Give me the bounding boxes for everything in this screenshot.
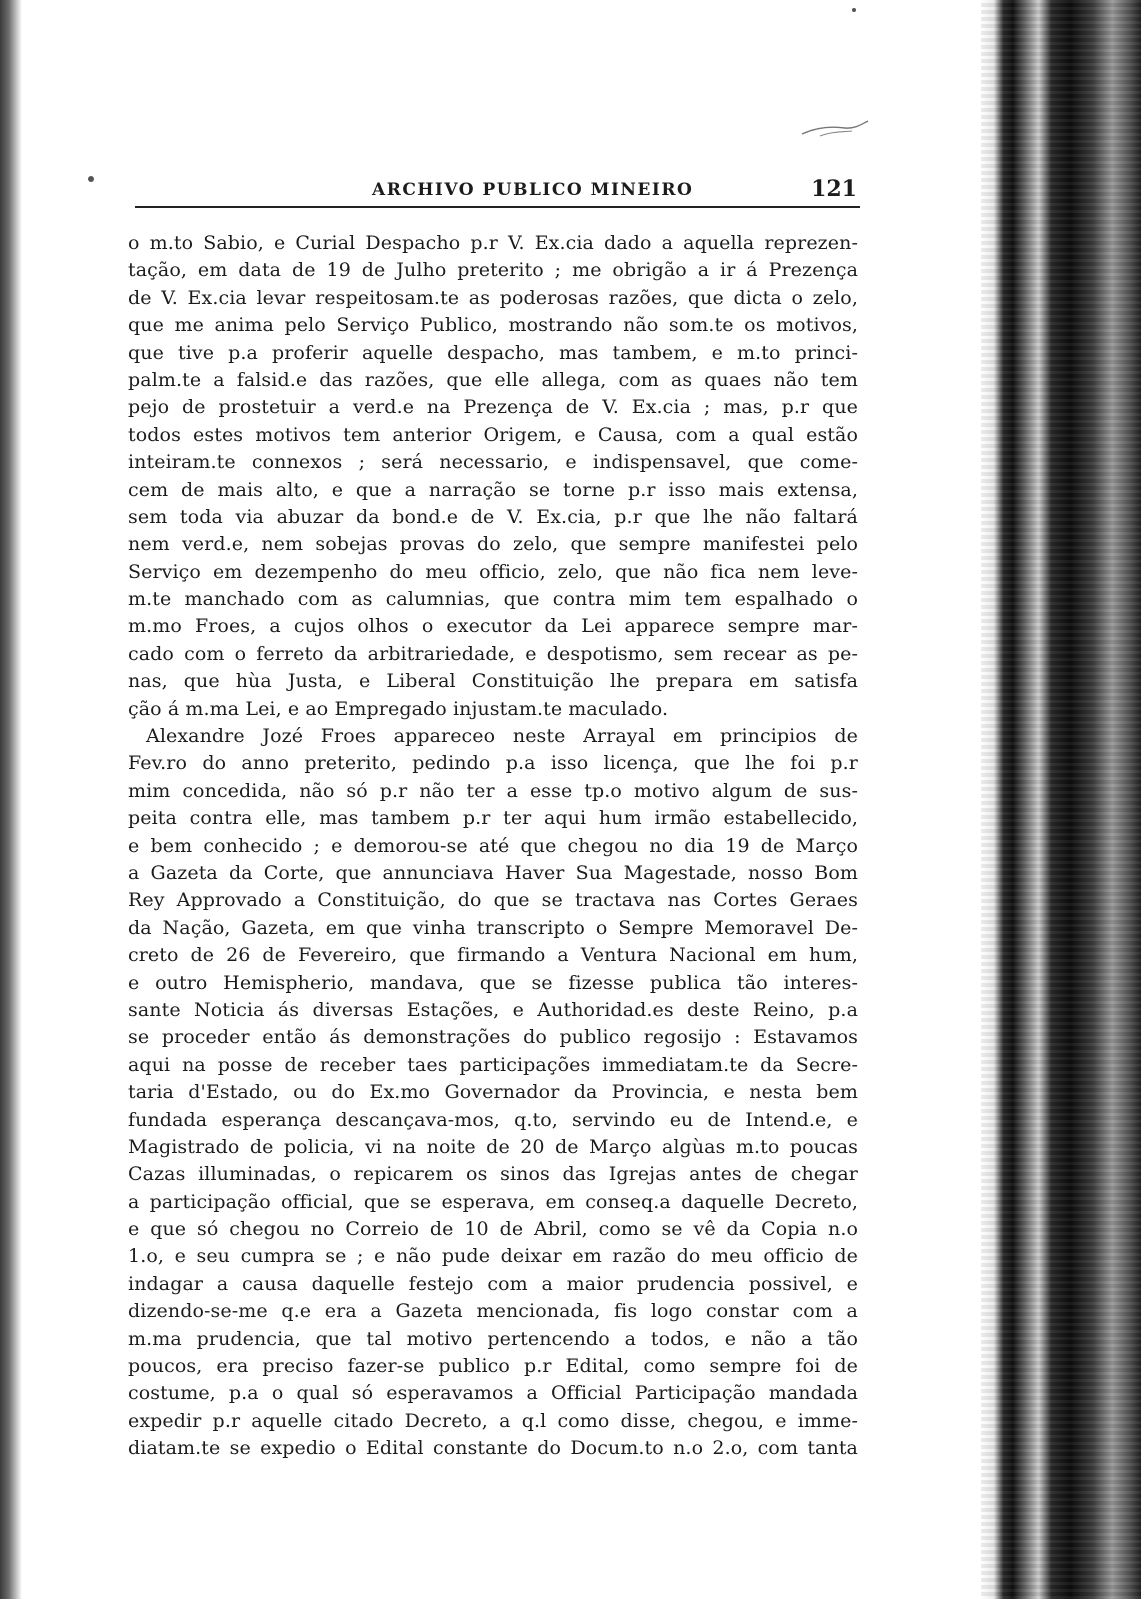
text-line: tação, em data de 19 de Julho preterito ; me obrigão a ir á Prezença — [128, 259, 858, 282]
text-line: m.ma prudencia, que tal motivo pertencendo a todos, e não a tão — [128, 1327, 858, 1350]
pencil-scribble-mark — [800, 118, 870, 140]
text-line: se proceder então ás demonstrações do publico regosijo : Estavamos — [128, 1026, 858, 1049]
book-binding-edge — [981, 0, 1141, 1599]
text-line: fundada esperança descançava-mos, q.to, servindo eu de Intend.e, e — [128, 1108, 858, 1131]
text-line: todos estes motivos tem anterior Origem, e Causa, com a qual estão — [128, 423, 858, 446]
text-line: indagar a causa daquelle festejo com a maior prudencia possivel, e — [128, 1272, 858, 1295]
text-line: nem verd.e, nem sobejas provas do zelo, que sempre manifestei pelo — [128, 533, 858, 556]
text-line: palm.te a falsid.e das razões, que elle allega, com as quaes não tem — [128, 368, 858, 391]
text-line: costume, p.a o qual só esperavamos a Official Participação mandada — [128, 1382, 858, 1405]
header-rule — [135, 206, 860, 208]
text-line: e bem conhecido ; e demorou-se até que chegou no dia 19 de Março — [128, 834, 858, 857]
text-line: Cazas illuminadas, o repicarem os sinos das Igrejas antes de chegar — [128, 1163, 858, 1186]
text-line: m.te manchado com as calumnias, que contra mim tem espalhado o — [128, 588, 858, 611]
text-line: a participação official, que se esperava, em conseq.a daquelle Decreto, — [128, 1190, 858, 1213]
text-line: cado com o ferreto da arbitrariedade, e despotismo, sem recear as pe- — [128, 642, 858, 665]
text-line: Alexandre Jozé Froes appareceo neste Arrayal em principios de — [146, 725, 858, 748]
text-line: Serviço em dezempenho do meu officio, zelo, que não fica nem leve- — [128, 560, 858, 583]
text-line: nas, que hùa Justa, e Liberal Constituição lhe prepara em satisfa — [128, 670, 858, 693]
text-line: poucos, era preciso fazer-se publico p.r Edital, como sempre foi de — [128, 1355, 858, 1378]
text-line: expedir p.r aquelle citado Decreto, a q.l como disse, chegou, e imme- — [128, 1409, 858, 1432]
text-line: dizendo-se-me q.e era a Gazeta mencionada, fis logo constar com a — [128, 1300, 858, 1323]
text-line: inteiram.te connexos ; será necessario, e indispensavel, que come- — [128, 451, 858, 474]
text-line: peita contra elle, mas tambem p.r ter aqui hum irmão estabellecido, — [128, 807, 858, 830]
text-line: sante Noticia ás diversas Estações, e Authoridad.es deste Reino, p.a — [128, 998, 858, 1021]
text-line: que me anima pelo Serviço Publico, mostrando não som.te os motivos, — [128, 314, 858, 337]
text-line: sem toda via abuzar da bond.e de V. Ex.cia, p.r que lhe não faltará — [128, 505, 858, 528]
text-line: da Nação, Gazeta, em que vinha transcripto o Sempre Memoravel De- — [128, 916, 858, 939]
paragraph-1 — [128, 230, 858, 723]
text-line: Fev.ro do anno preterito, pedindo p.a isso licença, que lhe foi p.r — [128, 752, 858, 775]
body-text — [128, 230, 858, 1463]
text-line: Magistrado de policia, vi na noite de 20 de Março algùas m.to poucas — [128, 1135, 858, 1158]
text-line: a Gazeta da Corte, que annunciava Haver Sua Magestade, nosso Bom — [128, 861, 858, 884]
text-line: mim concedida, não só p.r não ter a esse tp.o motivo algum de sus- — [128, 779, 858, 802]
text-line: diatam.te se expedio o Edital constante do Docum.to n.o 2.o, com tanta — [128, 1437, 858, 1460]
text-line: e que só chegou no Correio de 10 de Abril, como se vê da Copia n.o — [128, 1218, 858, 1241]
text-line: cem de mais alto, e que a narração se torne p.r isso mais extensa, — [128, 478, 858, 501]
text-line: m.mo Froes, a cujos olhos o executor da Lei apparece sempre mar- — [128, 615, 858, 638]
text-line: de V. Ex.cia levar respeitosam.te as poderosas razões, que dicta o zelo, — [128, 286, 858, 309]
text-line: que tive p.a proferir aquelle despacho, mas tambem, e m.to princi- — [128, 341, 858, 364]
text-line: Rey Approvado a Constituição, do que se tractava nas Cortes Geraes — [128, 889, 858, 912]
running-head: ARCHIVO PUBLICO MINEIRO — [372, 180, 694, 200]
text-line: pejo de prostetuir a verd.e na Prezença de V. Ex.cia ; mas, p.r que — [128, 396, 858, 419]
text-line: aqui na posse de receber taes participações immediatam.te da Secre- — [128, 1053, 858, 1076]
text-line: o m.to Sabio, e Curial Despacho p.r V. Ex.cia dado a aquella reprezen- — [128, 232, 858, 254]
ink-speck — [852, 8, 856, 12]
text-line: 1.o, e seu cumpra se ; e não pude deixar em razão do meu officio de — [128, 1245, 858, 1268]
page-number: 121 — [811, 176, 857, 202]
ink-speck — [88, 176, 94, 182]
page-header — [135, 176, 865, 206]
paragraph-2 — [128, 723, 858, 1463]
text-line: creto de 26 de Fevereiro, que firmando a Ventura Nacional em hum, — [128, 944, 858, 967]
text-line: e outro Hemispherio, mandava, que se fizesse publica tão interes- — [128, 971, 858, 994]
text-line: taria d'Estado, ou do Ex.mo Governador da Provincia, e nesta bem — [128, 1081, 858, 1104]
text-line: ção á m.ma Lei, e ao Empregado injustam.te maculado. — [128, 697, 669, 720]
page-shadow-left — [0, 0, 22, 1599]
